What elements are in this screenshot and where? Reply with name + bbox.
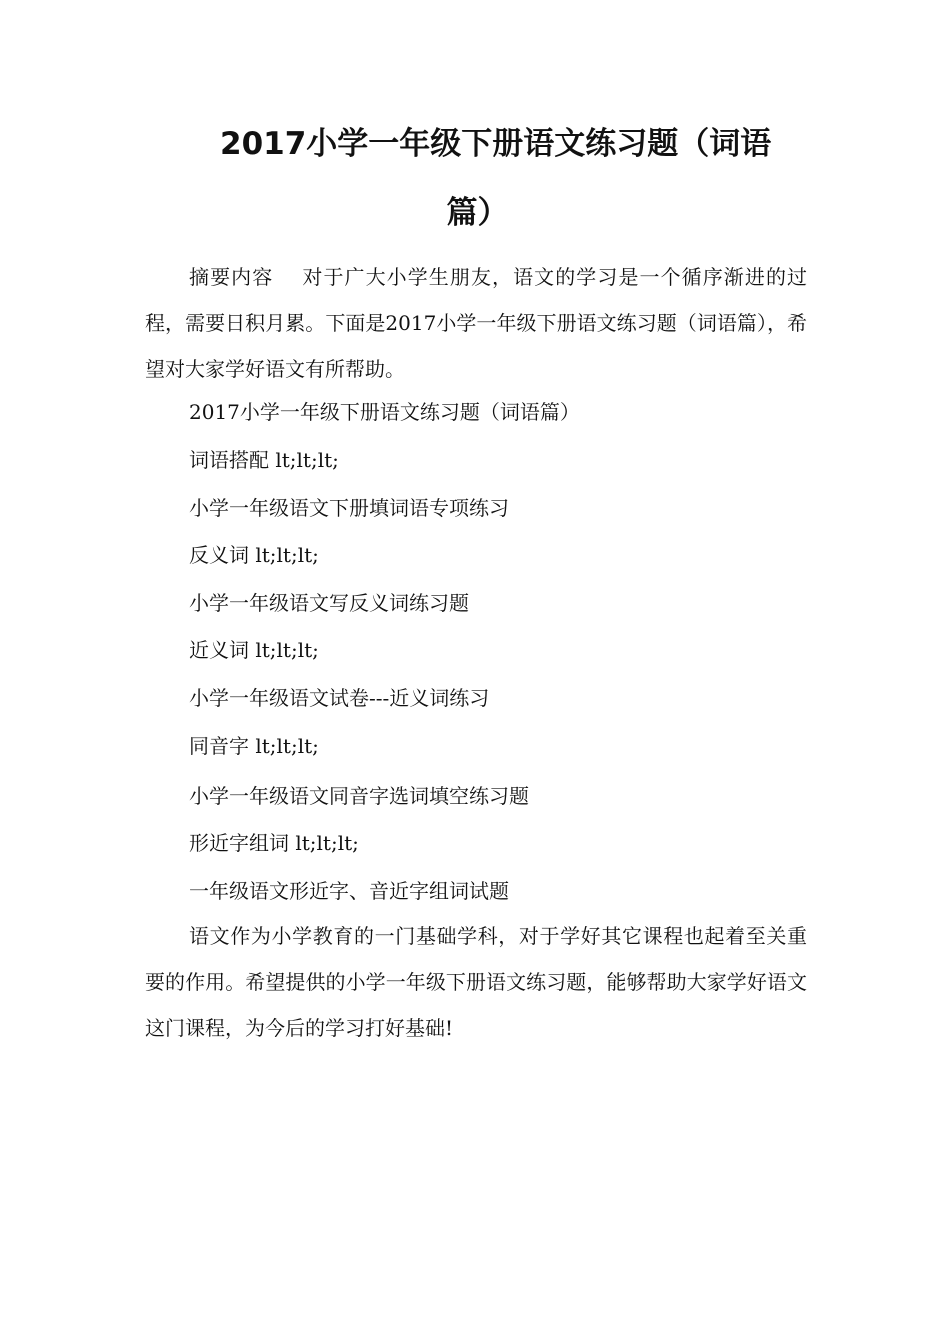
list-line-3: 小学一年级语文下册填词语专项练习	[189, 496, 509, 520]
list-line-7: 小学一年级语文试卷---近义词练习	[189, 686, 490, 710]
list-line-1: 2017小学一年级下册语文练习题（词语篇）	[189, 400, 580, 424]
summary-paragraph	[145, 254, 807, 392]
list-line-2: 词语搭配 lt;lt;lt;	[189, 448, 339, 472]
list-line-11: 一年级语文形近字、音近字组词试题	[189, 879, 509, 903]
summary-text: 对于广大小学生朋友，语文的学习是一个循序渐进的过程，需要日积月累。下面是2017小学一年级下册语文练习题（词语篇），希望对大家学好语文有所帮助。	[145, 265, 808, 381]
closing-paragraph: 语文作为小学教育的一门基础学科，对于学好其它课程也起着至关重要的作用。希望提供的小学一年级下册语文练习题，能够帮助大家学好语文这门课程，为今后的学习打好基础!	[145, 924, 807, 1040]
list-line-4: 反义词 lt;lt;lt;	[189, 543, 319, 567]
document-title-line-1: 2017小学一年级下册语文练习题（词语	[220, 126, 772, 162]
list-line-10: 形近字组词 lt;lt;lt;	[189, 831, 359, 855]
list-line-5: 小学一年级语文写反义词练习题	[189, 591, 469, 615]
document-title-line-2: 篇）	[446, 195, 509, 231]
summary-label: 摘要内容	[189, 265, 274, 289]
list-line-9: 小学一年级语文同音字选词填空练习题	[189, 784, 529, 808]
list-line-6: 近义词 lt;lt;lt;	[189, 638, 319, 662]
list-line-8: 同音字 lt;lt;lt;	[189, 734, 319, 758]
